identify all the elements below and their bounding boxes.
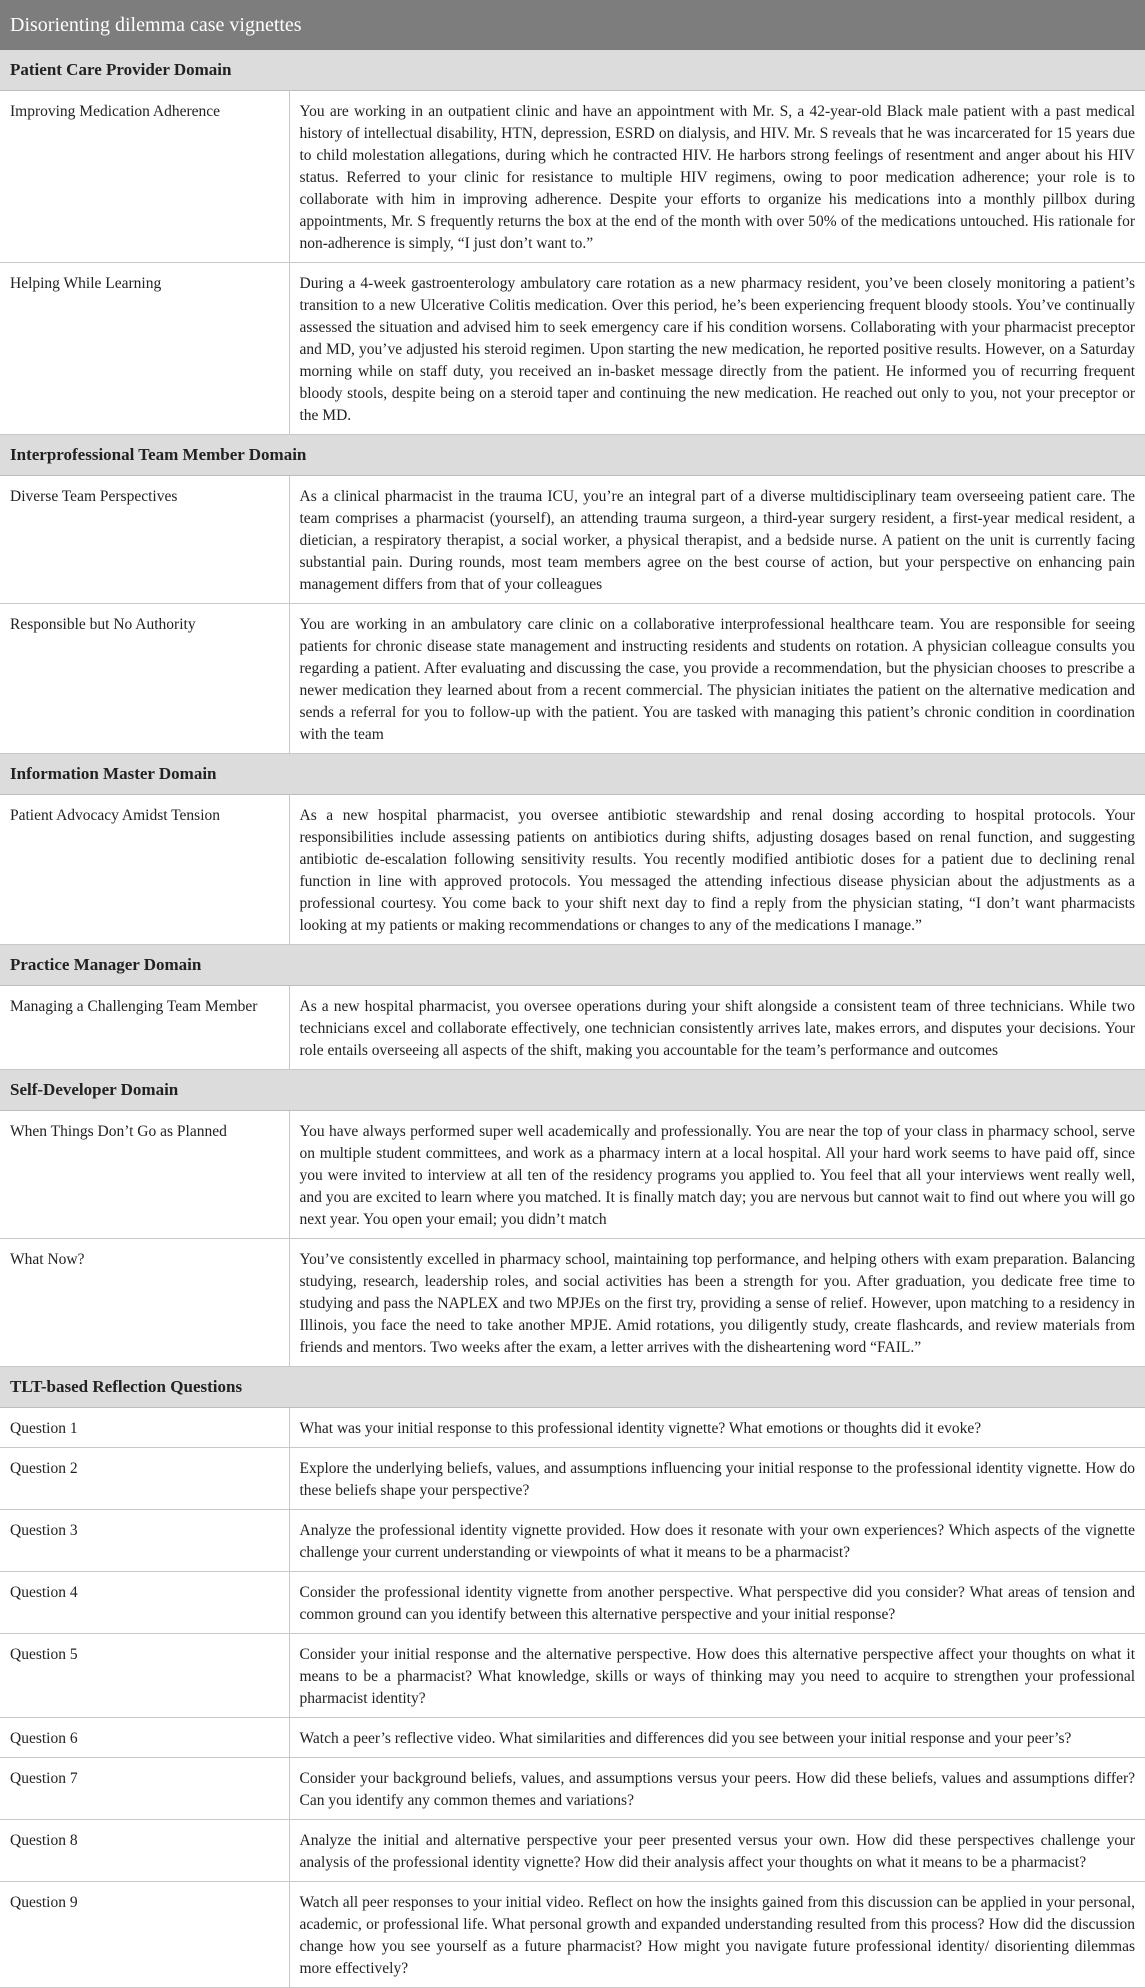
question-row — [0, 1820, 1145, 1882]
vignette-name: Diverse Team Perspectives — [0, 476, 289, 604]
question-text: Watch all peer responses to your initial video. Reflect on how the insights gained from this discussion can be applied in your personal, academic, or professional life. What personal growth and expanded understanding resulted from this process? How did the discussion change how you see yourself as a future pharmacist? How might you navigate future professional identity/ disorienting dilemmas more effectively? — [289, 1882, 1145, 1988]
domain-heading-self-developer: Self-Developer Domain — [0, 1070, 1145, 1111]
domain-heading-reflection: TLT-based Reflection Questions — [0, 1367, 1145, 1408]
question-text: Watch a peer’s reflective video. What similarities and differences did you see between your initial response and your peer’s? — [289, 1718, 1145, 1758]
question-label: Question 4 — [0, 1572, 289, 1634]
domain-row — [0, 945, 1145, 986]
question-text: What was your initial response to this professional identity vignette? What emotions or thoughts did it evoke? — [289, 1408, 1145, 1448]
question-row — [0, 1718, 1145, 1758]
vignette-text: You have always performed super well academically and professionally. You are near the top of your class in pharmacy school, serve on multiple student committees, and work as a pharmacy intern at a local hospital. All your hard work seems to have paid off, since you were invited to interview at all ten of the residency programs you applied to. You feel that all your interviews went really well, and you are excited to learn where you matched. It is finally match day; you are nervous but cannot wait to find out where you will go next year. You open your email; you didn’t match — [289, 1111, 1145, 1239]
question-label: Question 6 — [0, 1718, 289, 1758]
question-text: Consider the professional identity vignette from another perspective. What perspective did you consider? What areas of tension and common ground can you identify between this alternative perspective and your initial response? — [289, 1572, 1145, 1634]
vignette-row — [0, 1111, 1145, 1239]
domain-heading-practice-manager: Practice Manager Domain — [0, 945, 1145, 986]
vignette-name: Helping While Learning — [0, 263, 289, 435]
vignette-text: As a clinical pharmacist in the trauma ICU, you’re an integral part of a diverse multidisciplinary team overseeing patient care. The team comprises a pharmacist (yourself), an attending trauma surgeon, a third-year surgery resident, a first-year medical resident, a dietician, a respiratory therapist, a social worker, a physical therapist, and a bedside nurse. A patient on the unit is currently facing substantial pain. During rounds, most team members agree on the best course of action, but your perspective on enhancing pain management differs from that of your colleagues — [289, 476, 1145, 604]
question-row — [0, 1448, 1145, 1510]
vignette-text: As a new hospital pharmacist, you oversee operations during your shift alongside a consistent team of three technicians. While two technicians excel and collaborate effectively, one technician consistently arrives late, makes errors, and disputes your decisions. Your role entails overseeing all aspects of the shift, making you accountable for the team’s performance and outcomes — [289, 986, 1145, 1070]
domain-row — [0, 50, 1145, 91]
question-label: Question 5 — [0, 1634, 289, 1718]
question-text: Explore the underlying beliefs, values, and assumptions influencing your initial response to the professional identity vignette. How do these beliefs shape your perspective? — [289, 1448, 1145, 1510]
vignette-name: Responsible but No Authority — [0, 604, 289, 754]
question-label: Question 2 — [0, 1448, 289, 1510]
question-row — [0, 1882, 1145, 1988]
vignette-text: You are working in an outpatient clinic and have an appointment with Mr. S, a 42-year-old Black male patient with a past medical history of intellectual disability, HTN, depression, ESRD on dialysis, and HIV. Mr. S reveals that he was incarcerated for 15 years due to child molestation allegations, during which he contracted HIV. He harbors strong feelings of resentment and anger about his HIV status. Referred to your clinic for resistance to multiple HIV regimens, owing to poor medication adherence; your role is to collaborate with him in improving adherence. Despite your efforts to organize his medications into a monthly pillbox during appointments, Mr. S frequently returns the box at the end of the month with over 50% of the medications untouched. His rationale for non-adherence is simply, “I just don’t want to.” — [289, 91, 1145, 263]
table-title: Disorienting dilemma case vignettes — [0, 0, 1145, 50]
question-row — [0, 1572, 1145, 1634]
question-text: Consider your initial response and the alternative perspective. How does this alternative perspective affect your thoughts on what it means to be a pharmacist? What knowledge, skills or ways of thinking may you need to acquire to strengthen your professional pharmacist identity? — [289, 1634, 1145, 1718]
question-text: Analyze the professional identity vignette provided. How does it resonate with your own experiences? Which aspects of the vignette challenge your current understanding or viewpoints of what it means to be a pharmacist? — [289, 1510, 1145, 1572]
vignette-name: Managing a Challenging Team Member — [0, 986, 289, 1070]
domain-row — [0, 435, 1145, 476]
vignette-name: Improving Medication Adherence — [0, 91, 289, 263]
question-row — [0, 1758, 1145, 1820]
question-label: Question 9 — [0, 1882, 289, 1988]
question-label: Question 7 — [0, 1758, 289, 1820]
domain-row — [0, 1367, 1145, 1408]
domain-row — [0, 1070, 1145, 1111]
domain-row — [0, 754, 1145, 795]
vignette-text: You are working in an ambulatory care clinic on a collaborative interprofessional healthcare team. You are responsible for seeing patients for chronic disease state management and instructing residents and students on rotation. A physician colleague consults you regarding a patient. After evaluating and discussing the case, you provide a recommendation, but the physician chooses to prescribe a newer medication they learned about from a recent commercial. The physician initiates the patient on the alternative medication and sends a referral for you to follow-up with the patient. You are tasked with managing this patient’s chronic condition in coordination with the team — [289, 604, 1145, 754]
vignette-text: During a 4-week gastroenterology ambulatory care rotation as a new pharmacy resident, you’ve been closely monitoring a patient’s transition to a new Ulcerative Colitis medication. Over this period, he’s been experiencing frequent bloody stools. You’ve continually assessed the situation and advised him to seek emergency care if his condition worsens. Collaborating with your pharmacist preceptor and MD, you’ve adjusted his steroid regimen. Upon starting the new medication, he reported positive results. However, on a Saturday morning while on staff duty, you received an in-basket message directly from the patient. He informed you of recurring frequent bloody stools, despite being on a steroid taper and continuing the new medication. He reached out only to you, not your preceptor or the MD. — [289, 263, 1145, 435]
vignette-row — [0, 604, 1145, 754]
vignette-row — [0, 91, 1145, 263]
question-text: Consider your background beliefs, values, and assumptions versus your peers. How did these beliefs, values and assumptions differ? Can you identify any common themes and variations? — [289, 1758, 1145, 1820]
question-label: Question 3 — [0, 1510, 289, 1572]
question-text: Analyze the initial and alternative perspective your peer presented versus your own. How did these perspectives challenge your analysis of the professional identity vignette? How did their analysis affect your thoughts on what it means to be a pharmacist? — [289, 1820, 1145, 1882]
vignette-row — [0, 1239, 1145, 1367]
vignette-row — [0, 476, 1145, 604]
domain-heading-information-master: Information Master Domain — [0, 754, 1145, 795]
question-row — [0, 1510, 1145, 1572]
vignette-name: What Now? — [0, 1239, 289, 1367]
vignette-text: You’ve consistently excelled in pharmacy school, maintaining top performance, and helping others with exam preparation. Balancing studying, research, leadership roles, and social activities has been a strength for you. After graduation, you dedicate free time to studying and pass the NAPLEX and two MPJEs on the first try, providing a sense of relief. However, upon matching to a residency in Illinois, you face the need to take another MPJE. Amid rotations, you diligently study, create flashcards, and review materials from friends and mentors. Two weeks after the exam, a letter arrives with the disheartening word “FAIL.” — [289, 1239, 1145, 1367]
vignette-row — [0, 986, 1145, 1070]
vignette-name: Patient Advocacy Amidst Tension — [0, 795, 289, 945]
question-label: Question 8 — [0, 1820, 289, 1882]
question-label: Question 1 — [0, 1408, 289, 1448]
vignette-row — [0, 263, 1145, 435]
vignette-text: As a new hospital pharmacist, you oversee antibiotic stewardship and renal dosing according to hospital protocols. Your responsibilities include assessing patients on antibiotics during shifts, adjusting dosages based on renal function, and suggesting antibiotic de-escalation following sensitivity results. You recently modified antibiotic doses for a patient due to declining renal function in line with approved protocols. You messaged the attending infectious disease physician about the adjustments as a professional courtesy. You come back to your shift next day to find a reply from the physician stating, “I don’t want pharmacists looking at my patients or making recommendations or changes to any of the medications I manage.” — [289, 795, 1145, 945]
question-row — [0, 1634, 1145, 1718]
domain-heading-interprofessional: Interprofessional Team Member Domain — [0, 435, 1145, 476]
question-row — [0, 1408, 1145, 1448]
domain-heading-patient-care: Patient Care Provider Domain — [0, 50, 1145, 91]
vignette-row — [0, 795, 1145, 945]
vignette-name: When Things Don’t Go as Planned — [0, 1111, 289, 1239]
vignettes-table — [0, 50, 1145, 1988]
